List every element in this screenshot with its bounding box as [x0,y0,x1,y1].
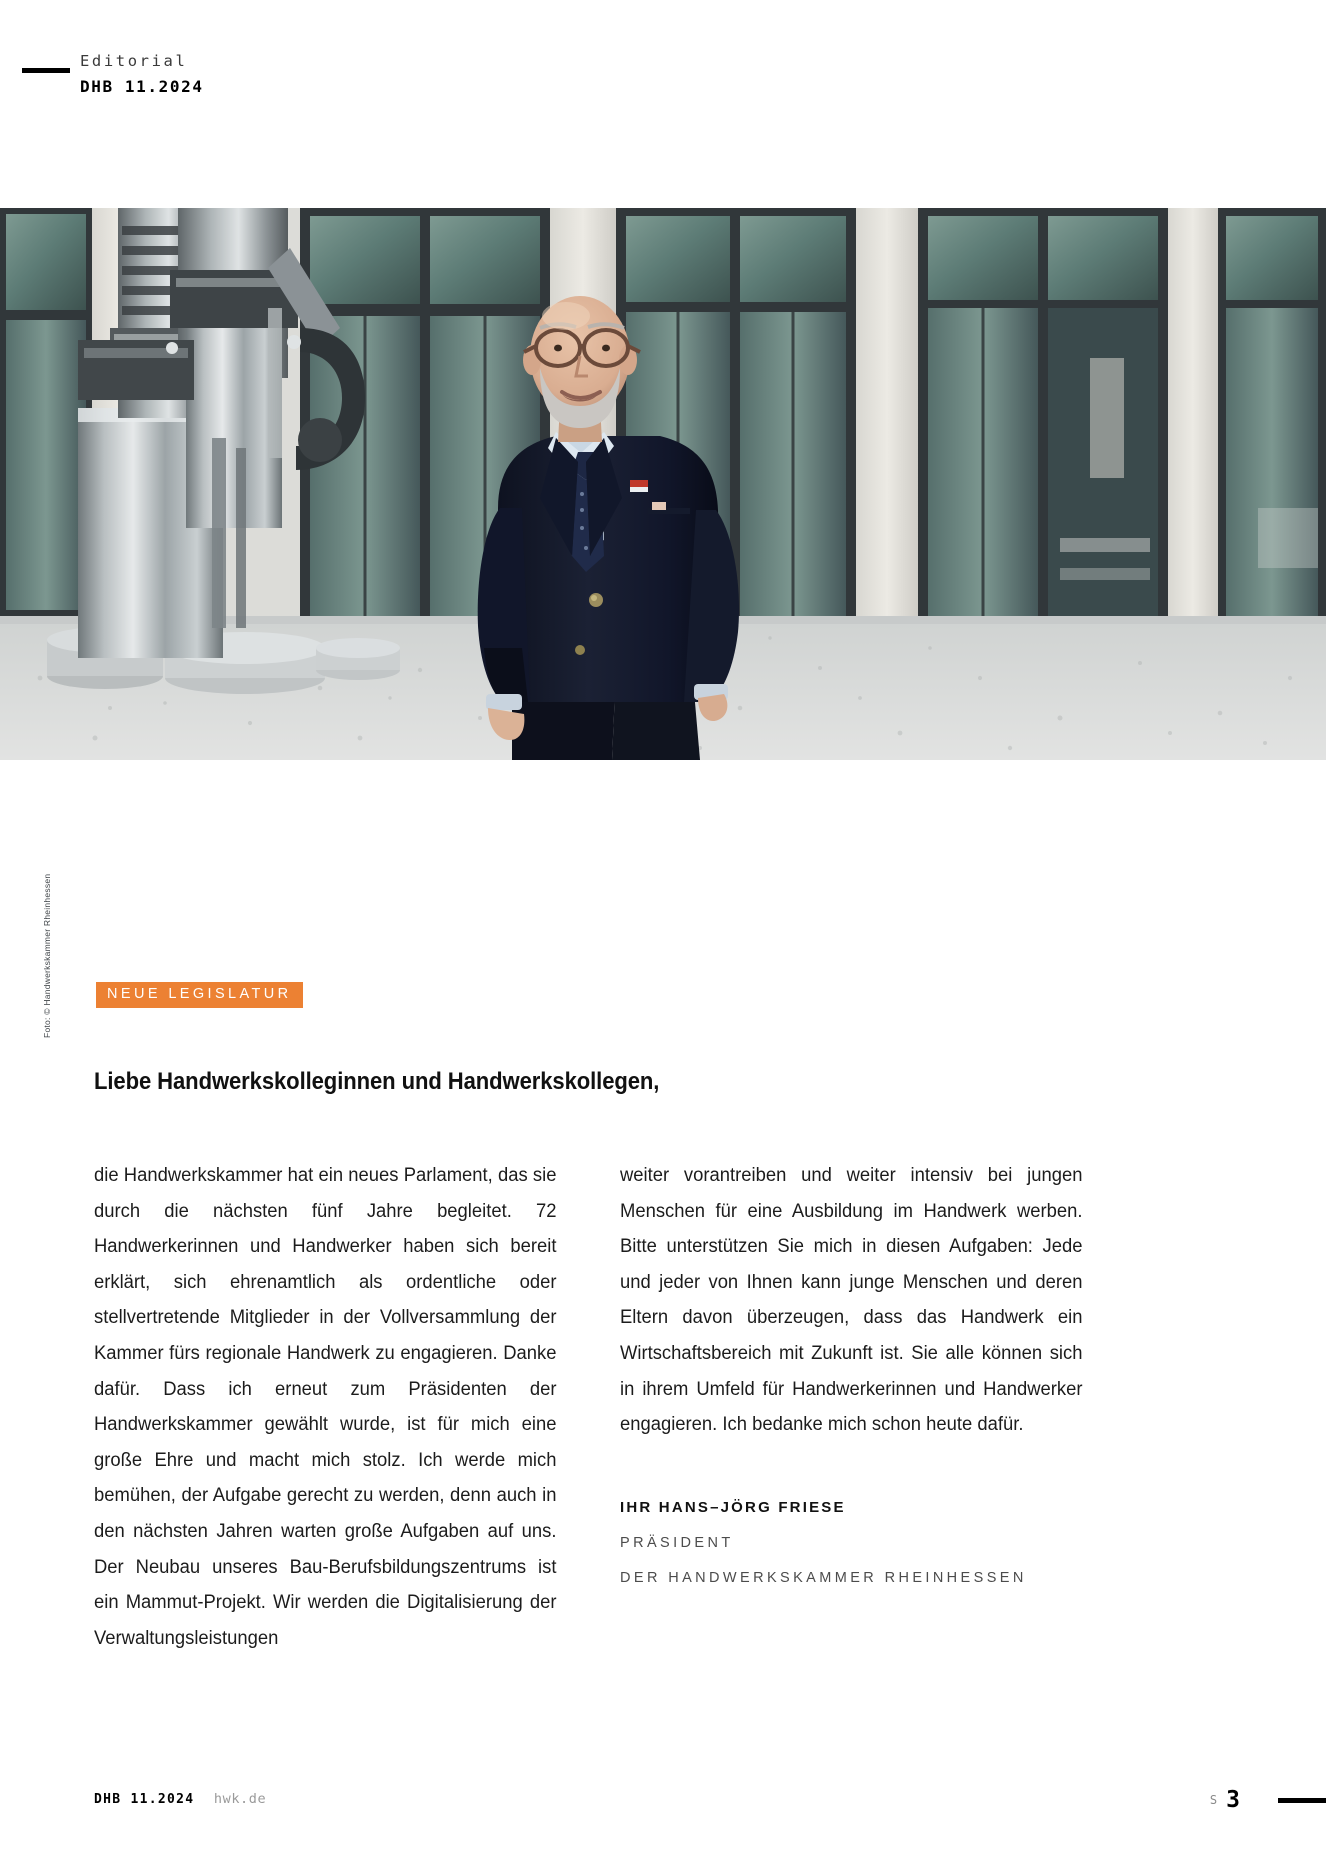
header-issue-label: DHB 11.2024 [80,76,204,96]
article-column-right: weiter vorantreiben und weiter intensiv bei jungen Menschen für eine Ausbildung im Handwerk werben. Bitte unterstützen Sie mich in diesen Aufgaben: Jede und jeder von Ihnen kann junge Menschen und deren Eltern davon überzeugen, dass das Handwerk ein Wirtschaftsbereich mit Zukunft ist. Sie alle können sich in ihrem Umfeld für Handwerkerinnen und Handwerker engagieren. Ich bedanke mich schon heute dafür. [620,1164,1083,1436]
footer-left-block [94,1790,266,1808]
footer-rule-icon [1278,1798,1326,1803]
signature-block [620,1500,1180,1605]
page-footer [0,1787,1326,1840]
page-header [0,28,1326,98]
header-rule-icon [22,68,70,73]
signature-name: IHR HANS–JÖRG FRIESE [620,1499,846,1516]
page-number-prefix: S [1209,1793,1219,1807]
footer-right-block [1210,1787,1326,1813]
article-column-left: die Handwerkskammer hat ein neues Parlament, das sie durch die nächsten fünf Jahre begleitet. 72 Handwerkerinnen und Handwerker haben sich bereit erklärt, sich ehrenamtlich als ordentliche oder stellvertretende Mitglieder in der Vollversammlung der Kammer fürs regionale Handwerk zu engagieren. Danke dafür. Dass ich erneut zum Präsidenten der Handwerkskammer gewählt wurde, ist für mich eine große Ehre und macht mich stolz. Ich werde mich bemühen, der Aufgabe gerecht zu werden, denn auch in den nächsten Jahren warten große Aufgaben auf uns. Der Neubau unseres Bau-Berufsbildungszentrums ist ein Mammut-Projekt. Wir werden die Digitalisierung der Verwaltungsleistungen [94,1164,557,1649]
photo-illustration [0,208,1326,760]
signature-role: PRÄSIDENT [620,1535,734,1551]
category-tag: NEUE LEGISLATUR [96,982,303,1008]
footer-issue-label: DHB 11.2024 [94,1792,195,1807]
header-text-block [80,51,204,99]
footer-website-link[interactable]: hwk.de [213,1791,267,1807]
article-salutation: Liebe Handwerkskolleginnen und Handwerkskollegen, [94,1068,660,1095]
page-number: 3 [1226,1787,1240,1813]
section-kicker: Editorial [80,52,188,70]
photo-credit: Foto: © Handwerkskammer Rheinhessen [42,873,52,1038]
signature-organization: DER HANDWERKSKAMMER RHEINHESSEN [620,1569,1027,1586]
